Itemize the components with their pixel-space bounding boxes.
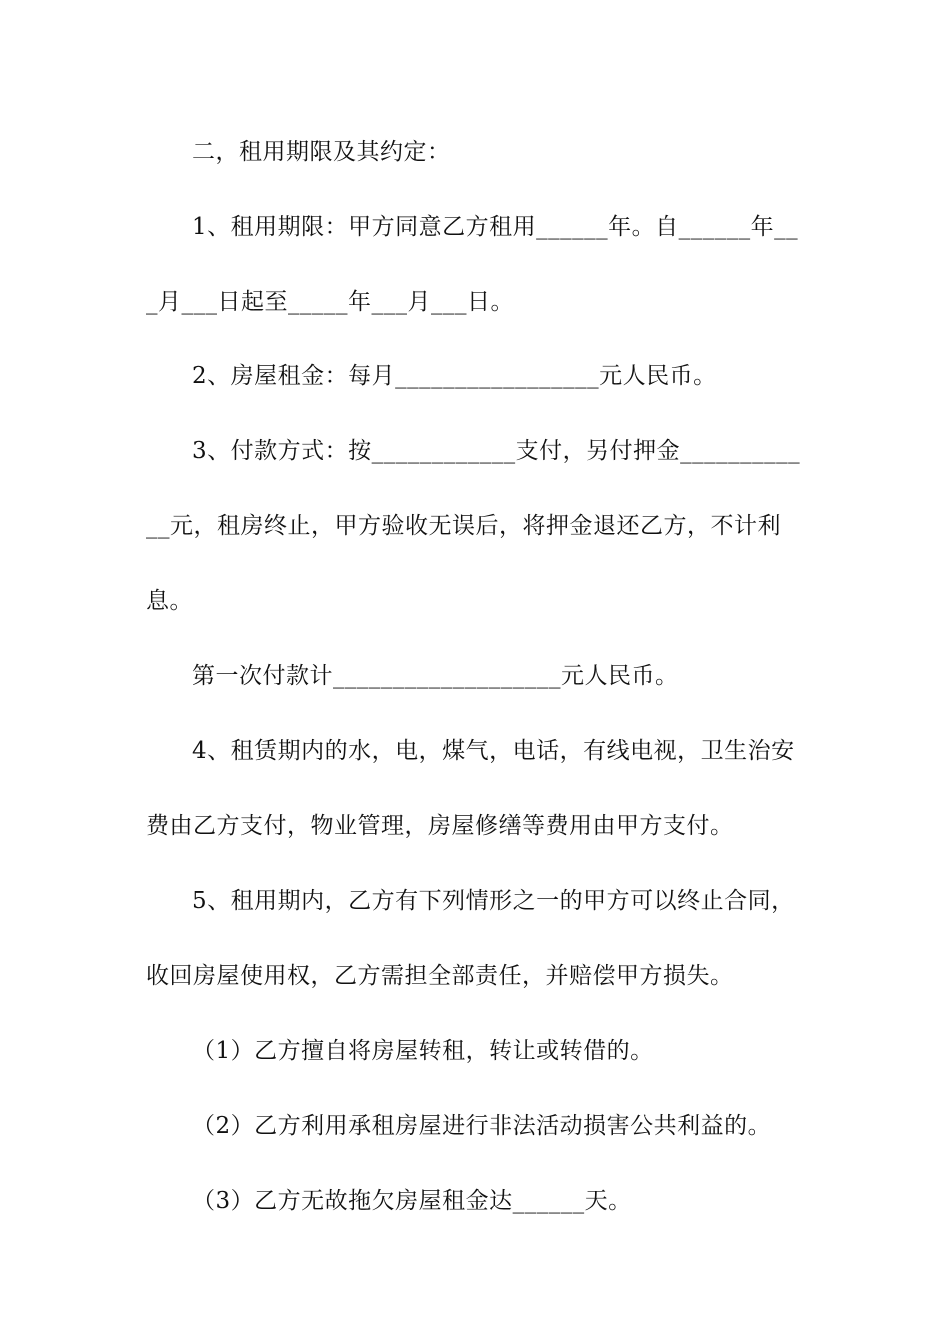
- sub-item-2: （2）乙方利用承租房屋进行非法活动损害公共利益的。: [192, 1113, 772, 1139]
- first-payment-line: 第一次付款计___________________元人民币。: [192, 663, 679, 689]
- clause-1-line-2: _月___日起至_____年___月___日。: [146, 289, 514, 315]
- clause-4-line-2: 费由乙方支付，物业管理，房屋修缮等费用由甲方支付。: [146, 813, 734, 839]
- clause-5-line-2: 收回房屋使用权，乙方需担全部责任，并赔偿甲方损失。: [146, 963, 734, 989]
- clause-4-line-1: 4、租赁期内的水，电，煤气，电话，有线电视，卫生治安: [192, 738, 795, 764]
- clause-5-line-1: 5、租用期内，乙方有下列情形之一的甲方可以终止合同，: [192, 888, 795, 914]
- clause-1-line-1: 1、租用期限：甲方同意乙方租用______年。自______年__: [192, 214, 799, 240]
- clause-2-rent: 2、房屋租金：每月_________________元人民币。: [192, 363, 717, 389]
- section-heading-term: 二，租用期限及其约定：: [192, 139, 451, 165]
- clause-3-line-3: 息。: [146, 588, 193, 614]
- sub-item-1: （1）乙方擅自将房屋转租，转让或转借的。: [192, 1038, 654, 1064]
- clause-3-line-2: __元，租房终止，甲方验收无误后，将押金退还乙方，不计利: [146, 513, 781, 539]
- sub-item-3: （3）乙方无故拖欠房屋租金达______天。: [192, 1188, 632, 1214]
- clause-3-line-1: 3、付款方式：按____________支付，另付押金__________: [192, 438, 801, 464]
